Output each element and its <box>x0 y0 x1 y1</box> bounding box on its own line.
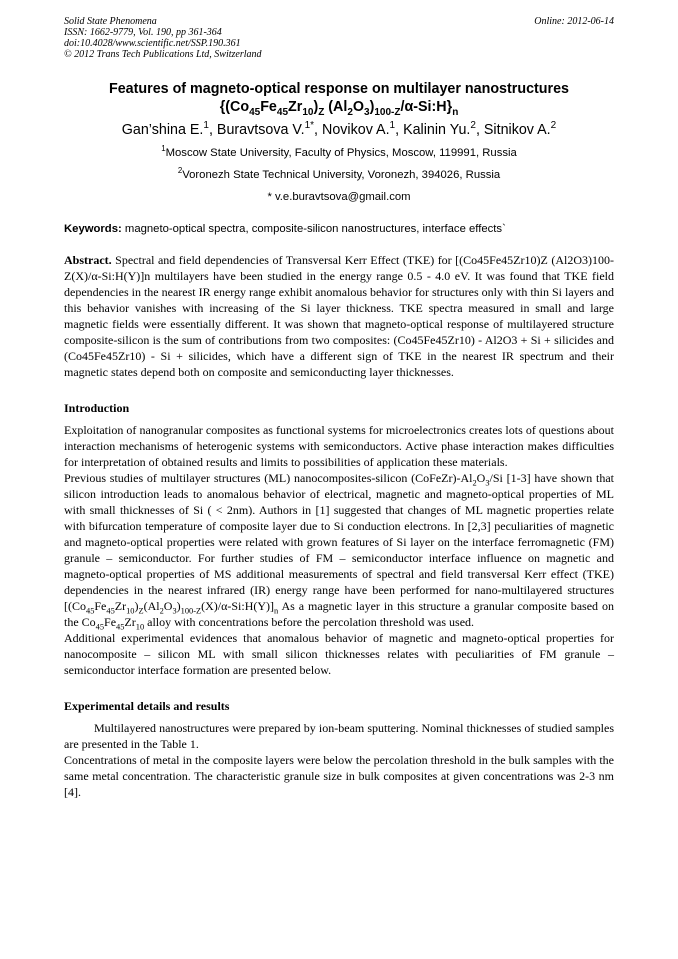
journal-doi: doi:10.4028/www.scientific.net/SSP.190.361 <box>64 38 241 49</box>
experimental-paragraph-2: Concentrations of metal in the composite layers were below the percolation threshold in the bulk samples with the same metal concentration. The characteristic granule size in bulk composites at given concentrations was 2-3 nm [4]. <box>64 753 614 799</box>
title-line-1: Features of magneto-optical response on multilayer nanostructures <box>109 81 569 97</box>
journal-copyright: © 2012 Trans Tech Publications Ltd, Switzerland <box>64 49 262 60</box>
author: Sitnikov A.$^2$ <box>483 120 557 138</box>
experimental-paragraph-1: Multilayered nanostructures were prepared by ion-beam sputtering. Nominal thicknesses of studied samples are presented in the Table 1. <box>64 721 614 751</box>
intro-paragraph-2: Previous studies of multilayer structures (ML) nanocomposites-silicon $(CoFeZr)-Al_2O_3/Si$ [1-3] have shown that silicon introduction leads to anomalous behavior of electrical, magnetic and magneto-optical properties of ML with small thicknesses of Si ( < 2nm). Authors in [1] suggested that changes of ML magnetic properties relate with bifurcation temperature of composite layer due to Si conduction electrons. In [2,3] peculiarities of magnetic and magneto-optical properties were related with grown features of Si layer on the interface ferromagnetic (FM) granule – semiconductor. For further studies of FM – semiconductor interface influence on magnetic and magneto-optical properties of MS additional measurements of spectral and field transversal Kerr effect (TKE) dependencies in the nearest infrared (IR) energy range have been performed for nano-multilayered structures $[(Co_{45}Fe_{45}Zr_{10})_Z(Al_2O_3)_{100-Z}(X)/\alpha-Si:H(Y)]_n$ As a magnetic layer in this structure a granular composite based on the $Co_{45}Fe_{45}Zr_{10}$ alloy with concentrations before the percolation threshold was used. <box>64 471 614 632</box>
affiliation-2: $^2$Voronezh State Technical University, Voronezh, 394026, Russia <box>177 166 501 181</box>
abstract-label: Abstract. <box>64 253 112 267</box>
abstract-text: Spectral and field dependencies of Transversal Kerr Effect (TKE) for [(Co45Fe45Zr10)Z (Al2O3)100-Z(X)/α-Si:H(Y)]n multilayers have been studied in the energy range 0.5 - 4.0 eV. It was found that TKE field dependencies in the nearest IR energy range exhibit anomalous behavior for structures only with thin Si layers and this behavior vanishes with increasing of the Si layer thickness. TKE spectra measured in small and large magnetic fields were essentially different. It was shown that magneto-optical response of multilayered structure composite-silicon is the sum of contributions from two composites: (Co45Fe45Zr10) - Al2O3 + Si + silicides and (Co45Fe45Zr10) - Si + silicides, which have a different sign of TKE in the nearest IR spectrum and their magnetic states depend both on composite and semiconducting layer thicknesses. <box>64 253 614 379</box>
experimental-heading: Experimental details and results <box>64 699 230 713</box>
author: Gan’shina E.$^1$, <box>121 120 217 138</box>
journal-name: Solid State Phenomena <box>64 16 157 27</box>
journal-header <box>64 16 614 60</box>
author-list <box>64 121 614 139</box>
paper-title <box>64 80 614 116</box>
journal-issn: ISSN: 1662-9779, Vol. 190, pp 361-364 <box>64 27 222 38</box>
author: Kalinin Yu.$^2$, <box>403 120 484 138</box>
intro-paragraph-1: Exploitation of nanogranular composites as functional systems for microelectronics creates lots of questions about interaction mechanisms of heterogenic systems with semiconductors. Active phase interaction makes difficulties for interpretation of obtained results and limits to possibilities of application these materials. <box>64 423 614 469</box>
corresponding-email: * v.e.buravtsova@gmail.com <box>267 191 411 203</box>
keywords-text: magneto-optical spectra, composite-silicon nanostructures, interface effects` <box>121 223 506 235</box>
title-formula: {$(Co_{45}Fe_{45}Zr_{10})_Z$ $(Al_2O_3)_{100-Z}/\alpha-Si:H\}_n$ <box>219 99 459 118</box>
author: Buravtsova V.$^{1*}$, <box>216 120 322 138</box>
affiliation-1: $^1$Moscow State University, Faculty of Physics, Moscow, 119991, Russia <box>161 144 517 159</box>
keywords <box>64 222 614 236</box>
author: Novikov A.$^1$, <box>322 120 404 138</box>
introduction-heading: Introduction <box>64 401 130 415</box>
keywords-label: Keywords: <box>64 223 122 235</box>
intro-paragraph-3: Additional experimental evidences that anomalous behavior of magnetic and magneto-optical properties for nanocomposite – silicon ML with small silicon thicknesses relates with peculiarities of FM granule – semiconductor interface formation are presented below. <box>64 631 614 677</box>
abstract <box>64 252 614 380</box>
online-date: Online: 2012-06-14 <box>534 16 614 27</box>
